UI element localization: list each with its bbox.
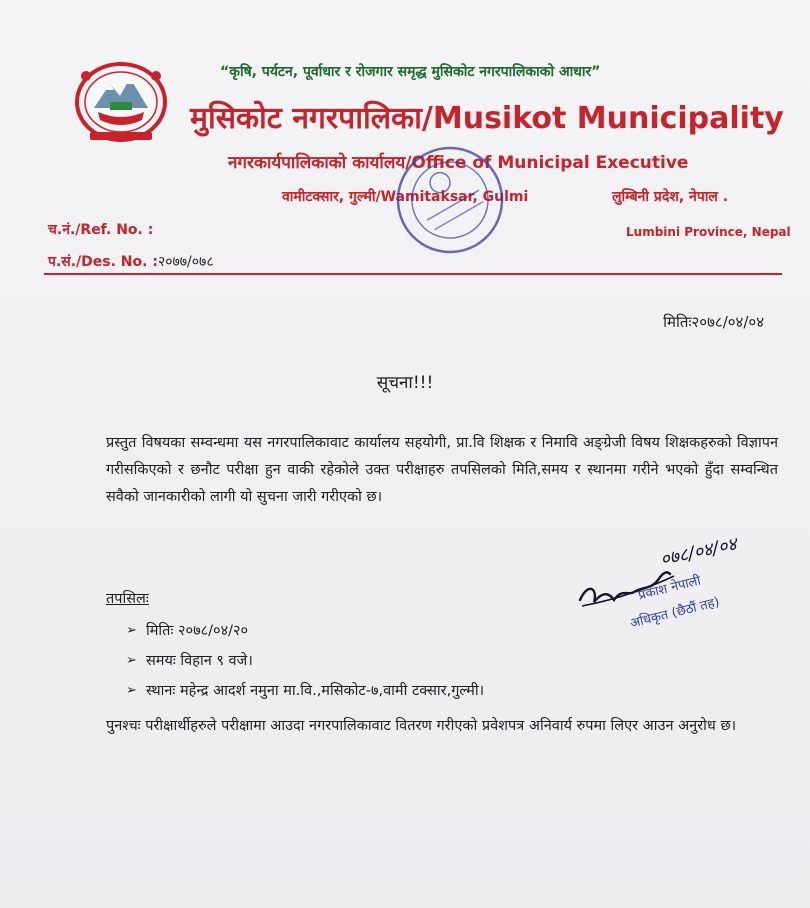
details-venue: स्थानः महेन्द्र आदर्श नमुना मा.वि.,मसिकोट-७,वामी टक्सार,गुल्मी। bbox=[146, 683, 485, 699]
details-time: समयः विहान ९ वजे। bbox=[146, 653, 253, 669]
details-list bbox=[126, 616, 484, 706]
province-nepali: लुम्बिनी प्रदेश, नेपाल . bbox=[612, 189, 729, 205]
office-stamp-icon bbox=[390, 140, 510, 260]
signer-name: प्रकाश नेपाली bbox=[636, 573, 703, 604]
notice-heading: सूचना!!! bbox=[376, 373, 434, 393]
reference-number bbox=[48, 220, 153, 239]
organization-name: मुसिकोट नगरपालिका/Musikot Municipality bbox=[190, 101, 784, 136]
arrow-bullet-icon: ➢ bbox=[126, 623, 137, 638]
list-item bbox=[126, 616, 484, 646]
office-name: नगरकार्यपालिकाको कार्यालय/Office of Municipal Executive bbox=[228, 153, 689, 173]
des-label: प.सं./Des. No. : bbox=[48, 254, 158, 270]
arrow-bullet-icon: ➢ bbox=[126, 653, 137, 668]
list-item bbox=[126, 646, 484, 676]
signature-date: ०७८/०४/०४ bbox=[658, 533, 739, 571]
details-title: तपसिलः bbox=[106, 591, 149, 607]
province-english: Lumbini Province, Nepal bbox=[626, 225, 791, 239]
letterhead-slogan: “कृषि, पर्यटन, पूर्वाधार र रोजगार समृद्ध मुसिकोट नगरपालिकाको आधार” bbox=[220, 64, 601, 80]
postscript: पुनश्चः परीक्षार्थीहरुले परीक्षामा आउदा नगरपालिकावाट वितरण गरीएको प्रवेशपत्र अनिवार्य रुपमा लिएर आउन अनुरोध छ। bbox=[106, 718, 737, 734]
signer-title: अधिकृत (छैठौं तह) bbox=[628, 594, 722, 632]
details-date: मितिः २०७८/०४/२० bbox=[146, 623, 249, 639]
list-item bbox=[126, 676, 484, 706]
arrow-bullet-icon: ➢ bbox=[126, 683, 137, 698]
letter-date: मितिः२०७८/०४/०४ bbox=[663, 313, 764, 331]
nepal-emblem-icon bbox=[72, 58, 170, 142]
letterhead-divider bbox=[44, 273, 782, 275]
notice-body: प्रस्तुत विषयका सम्वन्धमा यस नगरपालिकावाट कार्यालय सहयोगी, प्रा.वि शिक्षक र निमावि अङ्ग्रेजी विषय शिक्षकहरुको विज्ञापन गरीसकिएको र छनौट परीक्षा हुन वाकी रहेकोले उक्त परीक्षाहरु तपसिलको मिति,समय र स्थानमा गरीने भएको हुँदा सम्वन्धित सवैको जानकारीको लागी यो सुचना जारी गरीएको छ। bbox=[106, 435, 778, 505]
ref-label: च.नं./Ref. No. : bbox=[48, 222, 154, 238]
dispatch-number bbox=[48, 252, 214, 271]
des-value: २०७७/०७८ bbox=[157, 254, 214, 270]
office-address: वामीटक्सार, गुल्मी/Wamitaksar, Gulmi bbox=[282, 189, 529, 205]
